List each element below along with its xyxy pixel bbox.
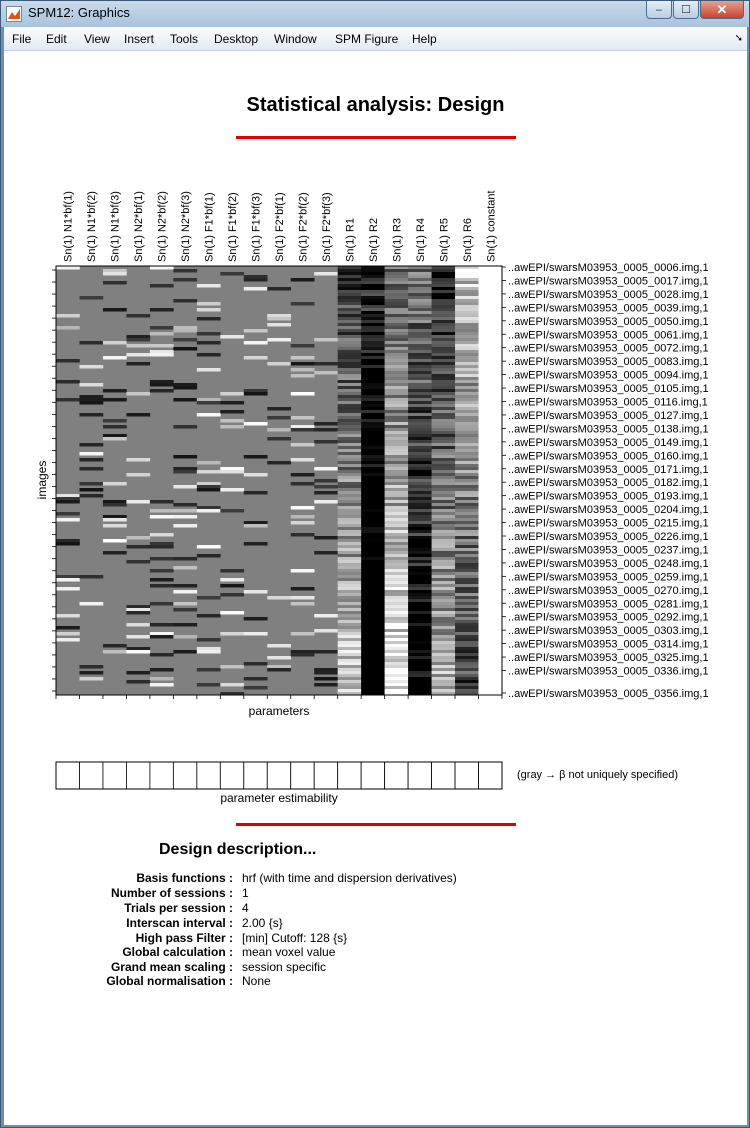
estimability-cell: [244, 762, 267, 789]
estimability-bar: [56, 762, 502, 789]
column-label: Sn(1) F1*bf(3): [250, 192, 263, 262]
minimize-button[interactable]: [646, 1, 672, 19]
desc-value-interscan: 2.00 {s}: [242, 916, 283, 930]
estimability-cell: [220, 762, 243, 789]
image-label: ..awEPI/swarsM03953_0005_0039.img,1: [508, 302, 709, 315]
description-heading: Design description...: [159, 841, 317, 858]
column-label: Sn(1) R6: [461, 217, 474, 262]
estimability-cell: [385, 762, 408, 789]
image-label: ..awEPI/swarsM03953_0005_0259.img,1: [508, 571, 709, 584]
image-label: ..awEPI/swarsM03953_0005_0248.img,1: [508, 557, 709, 570]
desc-value-grandmean: session specific: [242, 960, 327, 974]
image-label: ..awEPI/swarsM03953_0005_0314.img,1: [508, 638, 709, 651]
column-label: Sn(1) R3: [391, 217, 404, 262]
estimability-cell: [103, 762, 126, 789]
image-label: ..awEPI/swarsM03953_0005_0116.img,1: [508, 396, 708, 409]
image-label: ..awEPI/swarsM03953_0005_0094.img,1: [508, 369, 709, 382]
column-label: Sn(1) N1*bf(2): [86, 191, 99, 262]
menu-help[interactable]: Help: [412, 32, 437, 46]
desc-value-global: mean voxel value: [242, 945, 336, 959]
column-label: Sn(1) N2*bf(1): [133, 191, 146, 262]
maximize-button[interactable]: [673, 1, 699, 19]
menu-file[interactable]: File: [12, 32, 32, 46]
figure-title: Statistical analysis: Design: [246, 94, 505, 116]
desc-label-global: Global calculation :: [122, 945, 233, 959]
estimability-cell: [197, 762, 220, 789]
image-label: ..awEPI/swarsM03953_0005_0127.img,1: [508, 409, 709, 422]
image-label: ..awEPI/swarsM03953_0005_0226.img,1: [508, 531, 709, 543]
close-icon: ✕: [716, 1, 728, 17]
image-label: ..awEPI/swarsM03953_0005_0270.img,1: [508, 584, 709, 597]
column-label: Sn(1) F2*bf(3): [320, 192, 333, 262]
column-label: Sn(1) N1*bf(3): [109, 191, 122, 262]
menu-insert[interactable]: Insert: [124, 32, 155, 46]
desc-value-sessions: 1: [242, 886, 249, 900]
image-label: ..awEPI/swarsM03953_0005_0050.img,1: [508, 315, 709, 328]
image-label: ..awEPI/swarsM03953_0005_0017.img,1: [508, 275, 709, 288]
desc-label-interscan: Interscan interval :: [126, 916, 233, 930]
image-label: ..awEPI/swarsM03953_0005_0072.img,1: [508, 342, 709, 355]
image-label: ..awEPI/swarsM03953_0005_0215.img,1: [508, 517, 709, 530]
column-label: Sn(1) N2*bf(3): [180, 191, 193, 262]
menu-tools[interactable]: Tools: [170, 32, 199, 46]
estimability-cell: [432, 762, 455, 789]
matlab-app-icon: [6, 6, 22, 22]
image-label: ..awEPI/swarsM03953_0005_0006.img,1: [508, 262, 709, 274]
desc-label-sessions: Number of sessions :: [110, 886, 233, 900]
estimability-cell: [173, 762, 196, 789]
image-label: ..awEPI/swarsM03953_0005_0356.img,1: [508, 688, 709, 700]
image-label: ..awEPI/swarsM03953_0005_0325.img,1: [508, 652, 709, 665]
estimability-cell: [267, 762, 290, 789]
image-label: ..awEPI/swarsM03953_0005_0336.img,1: [508, 665, 709, 678]
title-bar[interactable]: [1, 1, 749, 27]
estimability-cell: [314, 762, 337, 789]
column-label: Sn(1) N2*bf(2): [156, 191, 169, 262]
menu-bar: [4, 27, 747, 51]
estimability-cell: [79, 762, 102, 789]
image-label: ..awEPI/swarsM03953_0005_0083.img,1: [508, 356, 709, 369]
column-label: Sn(1) F1*bf(1): [203, 192, 216, 262]
menu-window[interactable]: Window: [274, 32, 317, 46]
estimability-cell: [361, 762, 384, 789]
images-axis-label: images: [35, 460, 49, 500]
menu-view[interactable]: View: [84, 32, 110, 46]
desc-label-normalise: Global normalisation :: [106, 974, 233, 988]
desc-label-trials: Trials per session :: [124, 901, 233, 915]
desc-value-highpass: [min] Cutoff: 128 {s}: [242, 931, 348, 945]
desc-label-grandmean: Grand mean scaling :: [110, 960, 233, 974]
minimize-icon: –: [655, 3, 663, 16]
image-label: ..awEPI/swarsM03953_0005_0281.img,1: [508, 598, 709, 611]
description-divider: [236, 823, 516, 826]
column-label: Sn(1) R5: [438, 217, 451, 262]
image-label: ..awEPI/swarsM03953_0005_0105.img,1: [508, 383, 709, 396]
estimability-cell: [126, 762, 149, 789]
column-labels: [63, 190, 498, 262]
maximize-icon: ☐: [681, 4, 691, 16]
window-client: [4, 27, 747, 1125]
image-label: ..awEPI/swarsM03953_0005_0061.img,1: [508, 329, 709, 342]
image-label: ..awEPI/swarsM03953_0005_0204.img,1: [508, 504, 709, 517]
spm-figure: [4, 52, 747, 1125]
image-label: ..awEPI/swarsM03953_0005_0138.img,1: [508, 423, 709, 436]
estimability-cell: [291, 762, 314, 789]
desc-value-normalise: None: [242, 974, 271, 988]
column-label: Sn(1) R4: [414, 217, 427, 262]
image-label: ..awEPI/swarsM03953_0005_0171.img,1: [508, 463, 709, 476]
image-label: ..awEPI/swarsM03953_0005_0182.img,1: [508, 477, 709, 490]
estimability-cell: [56, 762, 79, 789]
image-label: ..awEPI/swarsM03953_0005_0160.img,1: [508, 450, 709, 463]
menu-desktop[interactable]: Desktop: [214, 32, 259, 46]
estimability-cell: [408, 762, 431, 789]
close-button[interactable]: [700, 1, 744, 19]
desc-value-basis: hrf (with time and dispersion derivatives): [242, 871, 457, 885]
window-title: SPM12: Graphics: [28, 5, 130, 20]
column-label: Sn(1) N1*bf(1): [62, 191, 75, 262]
column-label: Sn(1) F2*bf(1): [274, 192, 286, 262]
estimability-cell: [150, 762, 173, 789]
column-label: Sn(1) R2: [367, 217, 380, 262]
column-label: Sn(1) constant: [485, 190, 498, 262]
column-label: Sn(1) F1*bf(2): [227, 192, 240, 262]
image-label: ..awEPI/swarsM03953_0005_0028.img,1: [508, 288, 709, 301]
column-label: Sn(1) R1: [344, 217, 357, 262]
desc-value-trials: 4: [242, 901, 249, 915]
estimability-axis-label: parameter estimability: [220, 791, 338, 805]
image-labels: [502, 262, 709, 700]
image-label: ..awEPI/swarsM03953_0005_0237.img,1: [508, 544, 709, 557]
menu-edit[interactable]: Edit: [46, 32, 67, 46]
estimability-cell: [455, 762, 478, 789]
image-label: ..awEPI/swarsM03953_0005_0292.img,1: [508, 611, 709, 624]
image-label: ..awEPI/swarsM03953_0005_0303.img,1: [508, 625, 709, 638]
menu-spm-figure[interactable]: SPM Figure: [335, 32, 399, 46]
design-matrix-image: [56, 266, 502, 696]
image-label: ..awEPI/swarsM03953_0005_0149.img,1: [508, 436, 709, 449]
estimability-cell: [479, 762, 502, 789]
desc-label-highpass: High pass Filter :: [135, 931, 233, 945]
desc-label-basis: Basis functions :: [136, 871, 233, 885]
estimability-cell: [338, 762, 361, 789]
dock-arrow-icon[interactable]: ➘: [734, 33, 743, 44]
estimability-note: (gray → β not uniquely specified): [517, 769, 679, 781]
parameters-axis-label: parameters: [248, 704, 310, 718]
constant-column: [479, 266, 502, 695]
column-label: Sn(1) F2*bf(2): [297, 192, 310, 262]
image-label: ..awEPI/swarsM03953_0005_0193.img,1: [508, 490, 709, 503]
